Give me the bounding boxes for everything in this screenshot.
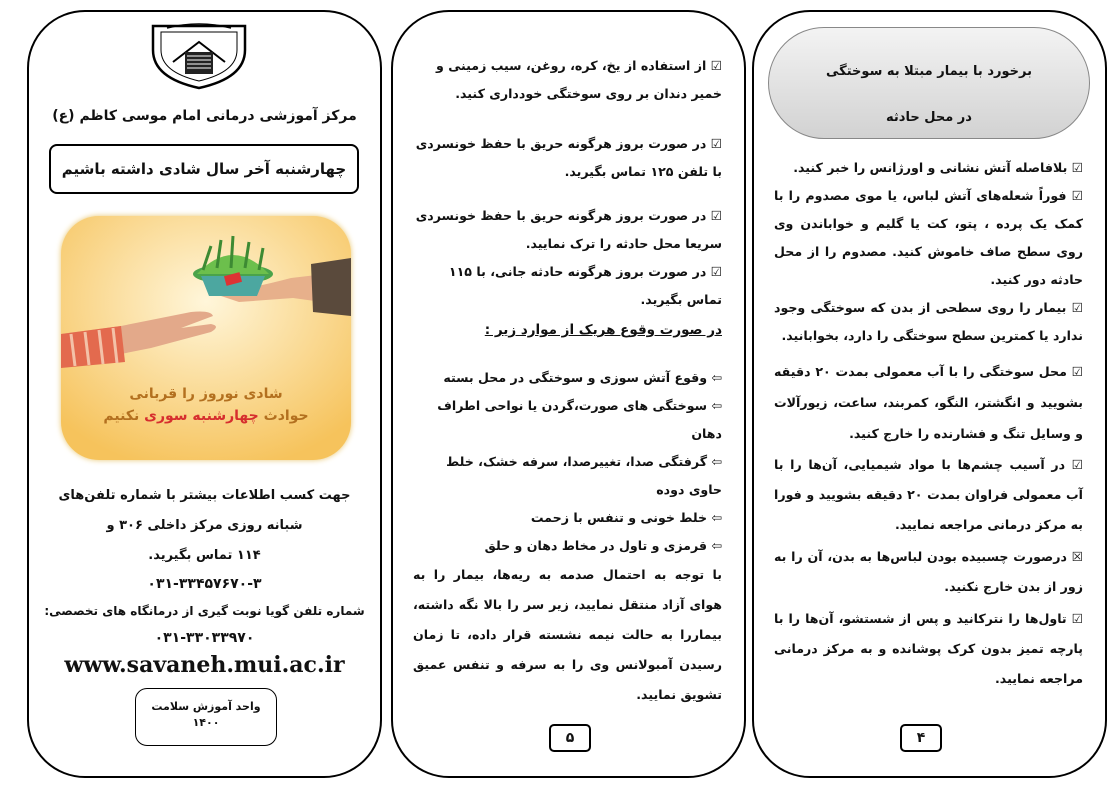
page-number-5: ۵ xyxy=(549,724,591,752)
phone-number-1: ۰۳۱-۳۳۴۵۷۶۷۰-۳ xyxy=(147,576,262,592)
mid-paragraph-2 xyxy=(413,130,722,186)
right-item-6 xyxy=(774,542,1083,602)
brochure-panel-page-4 xyxy=(752,10,1107,778)
contact-line-1: جهت کسب اطلاعات بیشتر با شماره تلفن‌های xyxy=(58,488,351,503)
poster-caption-highlight: چهارشنبه سوری xyxy=(144,408,259,424)
checkbox-checked-icon: ☑ xyxy=(710,136,722,151)
mid-list-item-2-text: سوختگی های صورت،گردن یا نواحی اطراف دهان xyxy=(437,398,722,441)
brochure-panel-cover xyxy=(27,10,382,778)
mid-paragraph-1-text: از استفاده از یخ، کره، روغن، سیب زمینی و خمیر دندان بر روی سوختگی خودداری کنید. xyxy=(436,58,722,101)
mid-paragraph-3-text: در صورت بروز هرگونه حریق با حفظ خونسردی سریعا محل حادثه را ترک نمایید. xyxy=(415,208,722,251)
right-item-5 xyxy=(774,450,1083,540)
section-heading-line1: برخورد با بیمار مبتلا به سوختگی xyxy=(826,64,1032,79)
checkbox-checked-icon: ☑ xyxy=(1071,457,1083,472)
mid-closing-paragraph: با توجه به احتمال صدمه به ریه‌ها، بیمار را به هوای آزاد منتقل نمایید، زیر سر را بالا نگه داشته، بیماررا به حالت نیمه نشسته قرار داده، تا زمان رسیدن آمبولانس وی را به سرفه و تنفس عمیق تشویق نمایید. xyxy=(413,567,722,702)
mid-paragraph-4 xyxy=(413,258,722,314)
arrow-left-icon: ⇦ xyxy=(711,454,722,469)
poster-caption-part-a: حوادث xyxy=(258,408,309,424)
unit-box xyxy=(135,688,277,746)
arrow-left-icon: ⇦ xyxy=(711,370,722,385)
section-heading-line2: در محل حادثه xyxy=(886,110,972,125)
mid-list-item-3-text: گرفتگی صدا، تغییرصدا، سرفه خشک، خلط حاوی دوده xyxy=(446,454,722,497)
poster-caption-line1: شادی نوروز را قربانی xyxy=(129,386,283,402)
website-url[interactable]: www.savaneh.mui.ac.ir xyxy=(64,652,345,678)
mid-list-item-4 xyxy=(413,504,722,532)
poster-caption-line2 xyxy=(61,408,351,424)
mid-list-item-4-text: خلط خونی و تنفس با زحمت xyxy=(530,510,708,525)
right-item-4 xyxy=(774,356,1083,449)
contact-line-2: شبانه روزی مرکز داخلی ۳۰۶ و xyxy=(106,518,303,533)
checkbox-checked-icon: ☑ xyxy=(1071,364,1084,379)
mid-list-item-5 xyxy=(413,532,722,560)
mid-paragraph-3 xyxy=(413,202,722,258)
contact-line-3: ۱۱۴ تماس بگیرید. xyxy=(148,548,261,563)
right-item-3-text: بیمار را روی سطحی از بدن که سوختگی وجود ندارد یا کمترین سطح سوختگی را دارد، بخوابانید. xyxy=(774,300,1083,343)
brochure-panel-page-5 xyxy=(391,10,746,778)
arrow-left-icon: ⇦ xyxy=(711,538,722,553)
mid-list-item-3 xyxy=(413,448,722,504)
checkbox-checked-icon: ☑ xyxy=(1071,300,1083,315)
checkbox-checked-icon: ☑ xyxy=(1071,611,1083,626)
checkbox-checked-icon: ☑ xyxy=(1071,188,1083,203)
mid-paragraph-2-text: در صورت بروز هرگونه حریق با حفظ خونسردی با تلفن ۱۲۵ تماس بگیرید. xyxy=(415,136,722,179)
mid-paragraph-1 xyxy=(413,52,722,108)
page-number-4: ۴ xyxy=(900,724,942,752)
mid-list-item-2 xyxy=(413,392,722,448)
checkbox-checked-icon: ☑ xyxy=(1071,160,1083,175)
right-item-5-text: در آسیب چشم‌ها با مواد شیمیایی، آن‌ها را با آب معمولی فراوان بمدت ۲۰ دقیقه بشویید و فورا به مرکز درمانی مراجعه نمایید. xyxy=(774,457,1083,532)
poster-caption-part-c: نکنیم xyxy=(103,408,145,424)
mid-subheading: در صورت وقوع هریک از موارد زیر : xyxy=(484,322,722,338)
right-item-1-text: بلافاصله آتش نشانی و اورژانس را خبر کنید. xyxy=(793,160,1068,175)
right-item-4-text: محل سوختگی را با آب معمولی بمدت ۲۰ دقیقه بشویید و انگشتر، النگو، کمربند، ساعت، زیورآلات و وسایل تنگ و فشارنده را خارج کنید. xyxy=(774,364,1083,441)
checkbox-checked-icon: ☑ xyxy=(710,264,722,279)
hospital-emblem-logo xyxy=(145,22,253,90)
right-item-1 xyxy=(774,154,1083,182)
contact-line-5: شماره تلفن گویا نوبت گیری از درمانگاه های تخصصی: xyxy=(44,604,365,618)
unit-year: ۱۴۰۰ xyxy=(192,716,220,729)
checkbox-checked-icon: ☑ xyxy=(710,58,722,73)
right-item-2 xyxy=(774,182,1083,294)
arrow-left-icon: ⇦ xyxy=(711,398,722,413)
right-item-7 xyxy=(774,604,1083,694)
center-name: مرکز آموزشی درمانی امام موسی کاظم (ع) xyxy=(52,108,357,124)
mid-paragraph-4-text: در صورت بروز هرگونه حادثه جانی، با ۱۱۵ تماس بگیرید. xyxy=(448,264,722,307)
right-item-2-text: فوراً شعله‌های آتش لباس، یا موی مصدوم را با کمک یک پرده ، پتو، کت یا گلیم و خواباندن وی روی سطح صاف خاموش کنید. مصدوم را از محل حادثه دور کنید. xyxy=(774,188,1083,287)
brochure-title: چهارشنبه آخر سال شادی داشته باشیم xyxy=(49,144,359,194)
right-item-3 xyxy=(774,294,1083,350)
mid-list-item-1 xyxy=(413,364,722,392)
unit-name: واحد آموزش سلامت xyxy=(151,700,261,713)
right-item-7-text: تاول‌ها را نترکانید و پس از شستشو، آن‌ها را با پارچه تمیز بدون کرک پوشانده و به مرکز درمانی مراجعه نمایید. xyxy=(774,611,1083,686)
checkbox-checked-icon: ☑ xyxy=(710,208,722,223)
arrow-left-icon: ⇦ xyxy=(711,510,722,525)
phone-number-2: ۰۳۱-۳۳۰۳۳۹۷۰ xyxy=(154,630,255,646)
checkbox-crossed-icon: ☒ xyxy=(1071,549,1083,564)
right-item-6-text: درصورت چسبیده بودن لباس‌ها به بدن، آن را به زور از بدن خارج نکنید. xyxy=(774,549,1083,594)
mid-list-item-5-text: قرمزی و تاول در مخاط دهان و حلق xyxy=(484,538,708,553)
mid-list-item-1-text: وقوع آتش سوزی و سوختگی در محل بسته xyxy=(443,370,708,385)
poster-image xyxy=(61,216,351,460)
section-heading xyxy=(768,27,1090,139)
